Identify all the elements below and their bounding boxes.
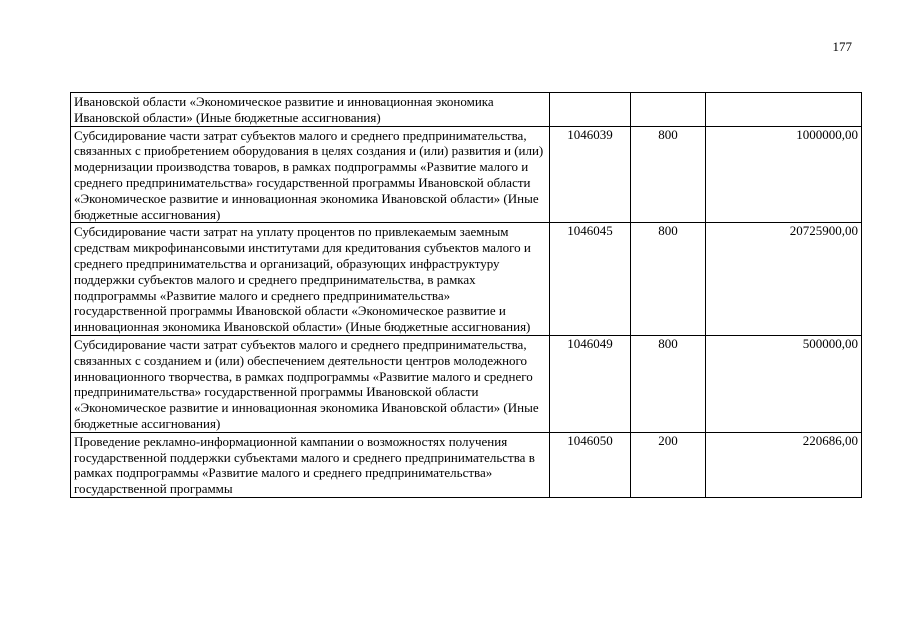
row-description: Субсидирование части затрат субъектов малого и среднего предпринимательства, связанных с приобретением оборудования в целях создания и (или) развития и (или) модернизации производства товаров, в рамках подпрограммы «Развитие малого и среднего предпринимательства» государственной программы Ивановской области «Экономическое развитие и инновационная экономика Ивановской области» (Иные бюджетные ассигнования)	[74, 127, 544, 222]
description-cell	[71, 335, 550, 432]
row-description: Ивановской области «Экономическое развитие и инновационная экономика Ивановской области» (Иные бюджетные ассигнования)	[74, 94, 494, 125]
table-row	[71, 93, 862, 127]
amount-cell: 20725900,00	[706, 223, 862, 336]
expense-type-cell: 200	[631, 432, 706, 497]
table-row	[71, 335, 862, 432]
page-number: 177	[832, 39, 852, 54]
amount-cell: 220686,00	[706, 432, 862, 497]
description-cell	[71, 126, 550, 223]
expense-type-cell: 800	[631, 223, 706, 336]
expense-type-cell	[631, 93, 706, 127]
expense-type-cell: 800	[631, 335, 706, 432]
amount-cell: 500000,00	[706, 335, 862, 432]
code-cell: 1046045	[550, 223, 631, 336]
budget-table	[70, 92, 862, 498]
code-cell: 1046039	[550, 126, 631, 223]
description-cell	[71, 432, 550, 497]
amount-cell: 1000000,00	[706, 126, 862, 223]
expense-type-cell: 800	[631, 126, 706, 223]
table-row	[71, 432, 862, 497]
description-cell	[71, 93, 550, 127]
code-cell	[550, 93, 631, 127]
description-cell	[71, 223, 550, 336]
row-description: Субсидирование части затрат субъектов малого и среднего предпринимательства, связанных с созданием и (или) обеспечением деятельности центров молодежного инновационного творчества, в рамках подпрограммы «Развитие малого и среднего предпринимательства» государственной программы Ивановской области «Экономическое развитие и инновационная экономика Ивановской области» (Иные бюджетные ассигнования)	[74, 336, 539, 431]
code-cell: 1046050	[550, 432, 631, 497]
table-row	[71, 223, 862, 336]
table-row	[71, 126, 862, 223]
row-description: Проведение рекламно-информационной кампании о возможностях получения государственной поддержки субъектами малого и среднего предпринимательства в рамках подпрограммы «Развитие малого и среднего предпринимательства» государственной программы	[74, 433, 535, 497]
code-cell: 1046049	[550, 335, 631, 432]
amount-cell	[706, 93, 862, 127]
row-description: Субсидирование части затрат на уплату процентов по привлекаемым заемным средствам микрофинансовыми институтами для кредитования субъектов малого и среднего предпринимательства и организаций, образующих инфраструктуру поддержки субъектов малого и среднего предпринимательства, в рамках подпрограммы «Развитие малого и среднего предпринимательства» государственной программы Ивановской области «Экономическое развитие и инновационная экономика Ивановской области» (Иные бюджетные ассигнования)	[74, 224, 531, 335]
